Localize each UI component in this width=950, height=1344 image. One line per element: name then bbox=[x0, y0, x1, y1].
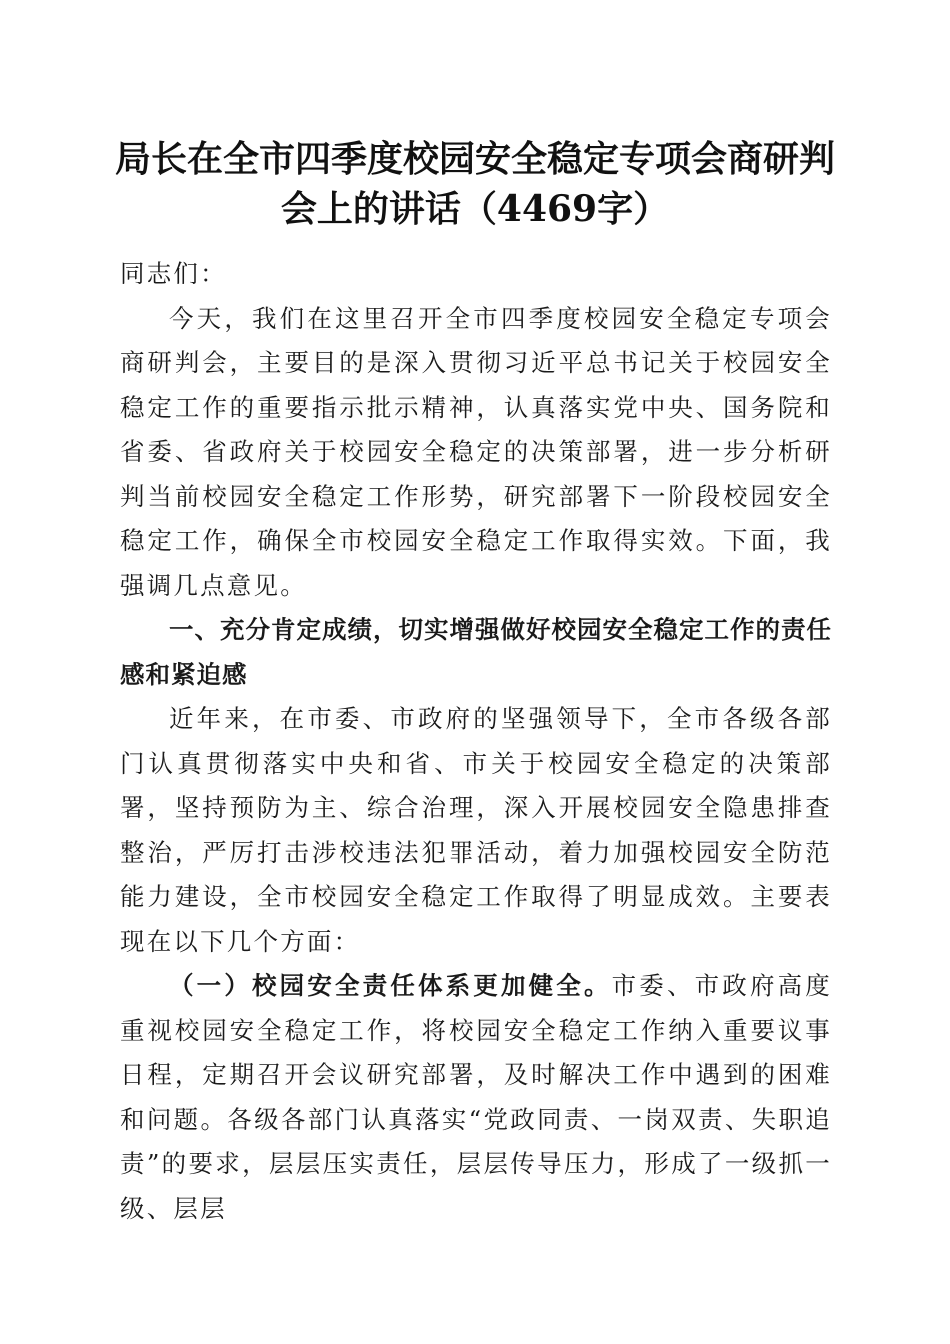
section-1-paragraph: 近年来，在市委、市政府的坚强领导下，全市各级各部门认真贯彻落实中央和省、市关于校园安全稳定的决策部署，坚持预防为主、综合治理，深入开展校园安全隐患排查整治，严厉打击涉校违法犯罪活动，着力加强校园安全防范能力建设，全市校园安全稳定工作取得了明显成效。主要表现在以下几个方面： bbox=[120, 704, 832, 956]
subsection-1-paragraph bbox=[120, 964, 832, 1231]
subsection-1-lead: （一）校园安全责任体系更加健全。 bbox=[169, 971, 612, 1000]
document-title: 局长在全市四季度校园安全稳定专项会商研判会上的讲话（4469字） bbox=[114, 138, 835, 230]
salutation: 同志们： bbox=[120, 259, 227, 288]
section-heading-1: 一、充分肯定成绩，切实增强做好校园安全稳定工作的责任感和紧迫感 bbox=[120, 615, 832, 689]
intro-paragraph: 今天，我们在这里召开全市四季度校园安全稳定专项会商研判会，主要目的是深入贯彻习近平总书记关于校园安全稳定工作的重要指示批示精神，认真落实党中央、国务院和省委、省政府关于校园安全稳定的决策部署，进一步分析研判当前校园安全稳定工作形势，研究部署下一阶段校园安全稳定工作，确保全市校园安全稳定工作取得实效。下面，我强调几点意见。 bbox=[120, 303, 832, 600]
subsection-1-body: 市委、市政府高度重视校园安全稳定工作，将校园安全稳定工作纳入重要议事日程，定期召开会议研究部署，及时解决工作中遇到的困难和问题。各级各部门认真落实“党政同责、一岗双责、失职追责”的要求，层层压实责任，层层传导压力，形成了一级抓一级、层层 bbox=[120, 971, 832, 1223]
document-body bbox=[120, 252, 832, 1231]
